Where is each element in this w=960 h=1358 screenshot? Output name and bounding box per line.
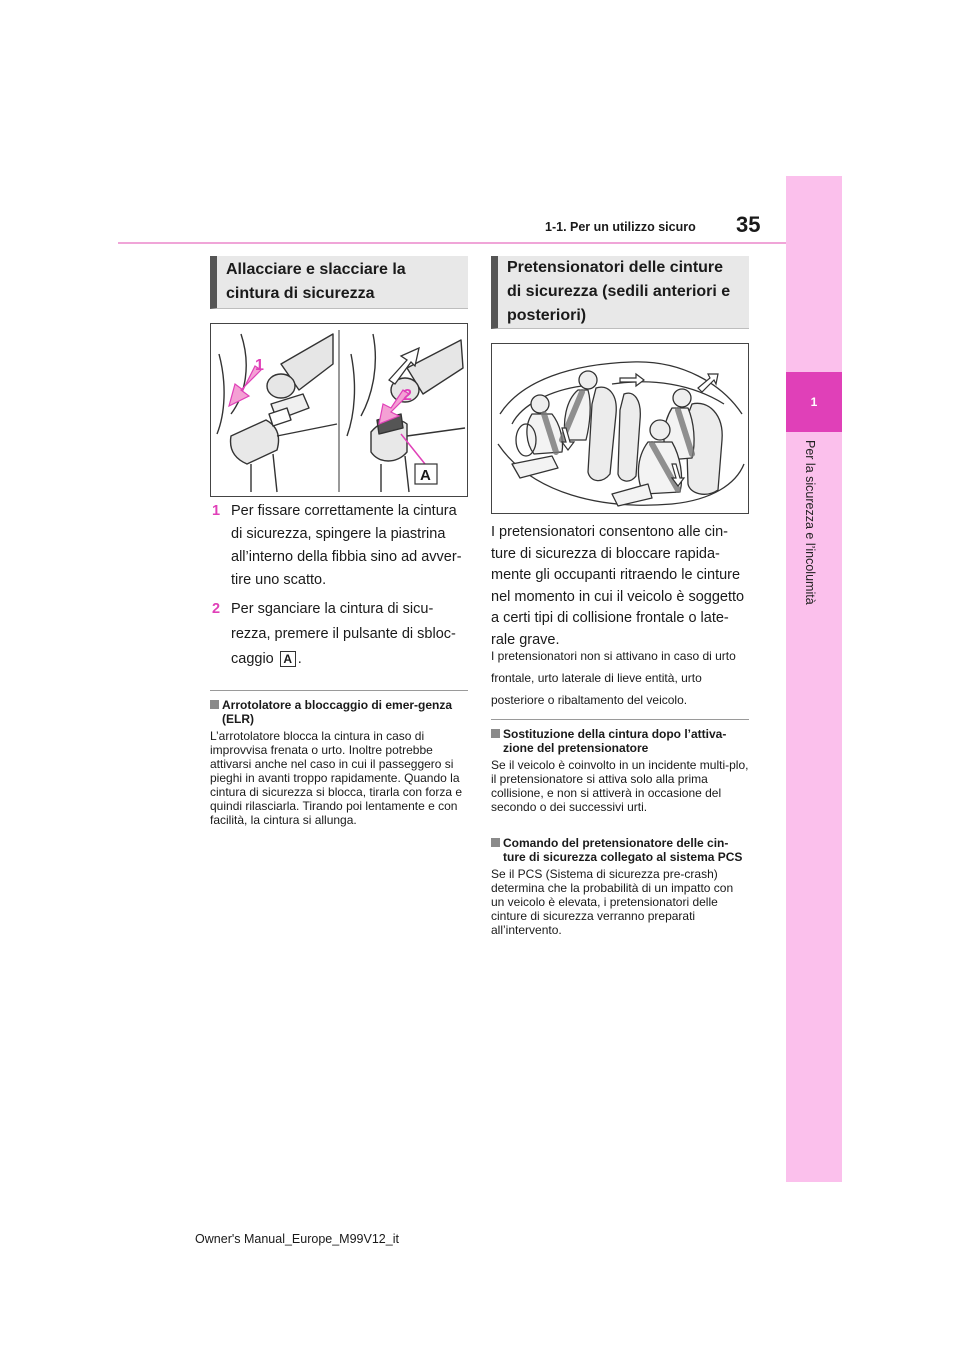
buckle-illustration xyxy=(211,324,467,496)
callout-1: 1 xyxy=(255,357,264,374)
callout-2: 2 xyxy=(403,387,412,404)
fasten-step-illustration xyxy=(217,334,337,492)
chapter-title: Per la sicurezza e l’incolumità xyxy=(803,440,817,605)
page-number: 35 xyxy=(736,212,761,237)
step-fasten xyxy=(212,500,468,592)
figure-pretensioners xyxy=(491,343,749,514)
section-title: 1-1. Per un utilizzo sicuro xyxy=(545,220,696,234)
figure-buckle xyxy=(210,323,468,497)
heading-pretensioners-text: Pretensionatori delle cinture di sicurezza (sedili anteriori e posteriori) xyxy=(507,259,731,324)
step-text: Per fissare correttamente la cintura di sicurezza, spingere la piastrina all’interno della fibbia sino ad avver-tire uno scatto. xyxy=(231,503,462,588)
divider xyxy=(210,690,468,691)
heading-fasten-belt xyxy=(210,256,468,309)
divider xyxy=(491,719,749,720)
note-body: L’arrotolatore blocca la cintura in caso di improvvisa frenata o urto. Inoltre potrebbe attivarsi anche nel caso in cui il passeggero si pieghi in avanti troppo rapidamente. Quando la cintura di sicurezza si blocca, tirarla con forza e quindi rilasciarla. Tirando poi lentamente e con facilità, la cintura si allunga. xyxy=(210,729,463,827)
note-body: Se il PCS (Sistema di sicurezza pre-crash) determina che la probabilità di un impatto con un veicolo è elevata, i pretensionatori delle cinture di sicurezza verranno preparati all’intervento. xyxy=(491,867,734,937)
step-text xyxy=(231,597,468,672)
note-title: Sostituzione della cintura dopo l’attiva-zione del pretensionatore xyxy=(491,727,749,755)
step-number: 1 xyxy=(212,503,221,519)
note-replacement xyxy=(491,727,749,814)
pretensioner-note: I pretensionatori non si attivano in caso di urto frontale, urto laterale di lieve entità, urto posteriore o ribaltamento del veicolo. xyxy=(491,649,736,707)
step-release xyxy=(212,597,468,672)
note-title: Comando del pretensionatore delle cin-ture di sicurezza collegato al sistema PCS xyxy=(491,836,749,864)
note-body: Se il veicolo è coinvolto in un incidente multi-plo, il pretensionatore si attiva solo alla prima collisione, e non si attiverà in occasione del secondo o dei successivi urti. xyxy=(491,758,749,814)
chapter-number-tab[interactable]: 1 xyxy=(786,372,842,432)
step-text-end: . xyxy=(297,651,302,667)
note-pcs xyxy=(491,836,749,937)
footer-manual-id: Owner's Manual_Europe_M99V12_it xyxy=(195,1232,399,1246)
heading-fasten-belt-text: Allacciare e slacciare la cintura di sicurezza xyxy=(226,261,406,302)
note-elr xyxy=(210,698,466,827)
pretensioner-intro: I pretensionatori consentono alle cin-ture di sicurezza di bloccare rapida-mente gli occupanti ritraendo le cinture nel momento in cui il veicolo è soggetto a certi tipi di collisione frontale o late-rale grave. xyxy=(491,524,745,648)
header-divider xyxy=(118,242,786,244)
vehicle-occupants-illustration xyxy=(492,344,748,513)
step-text-main: Per sganciare la cintura di sicu-rezza, premere il pulsante di sbloc-caggio xyxy=(231,601,456,667)
label-a: A xyxy=(420,467,431,484)
label-a-inline: A xyxy=(280,651,296,667)
note-title: Arrotolatore a bloccaggio di emer-genza (ELR) xyxy=(210,698,466,726)
heading-pretensioners xyxy=(491,256,749,329)
step-number: 2 xyxy=(212,601,221,617)
chapter-side-tab xyxy=(786,176,842,1182)
